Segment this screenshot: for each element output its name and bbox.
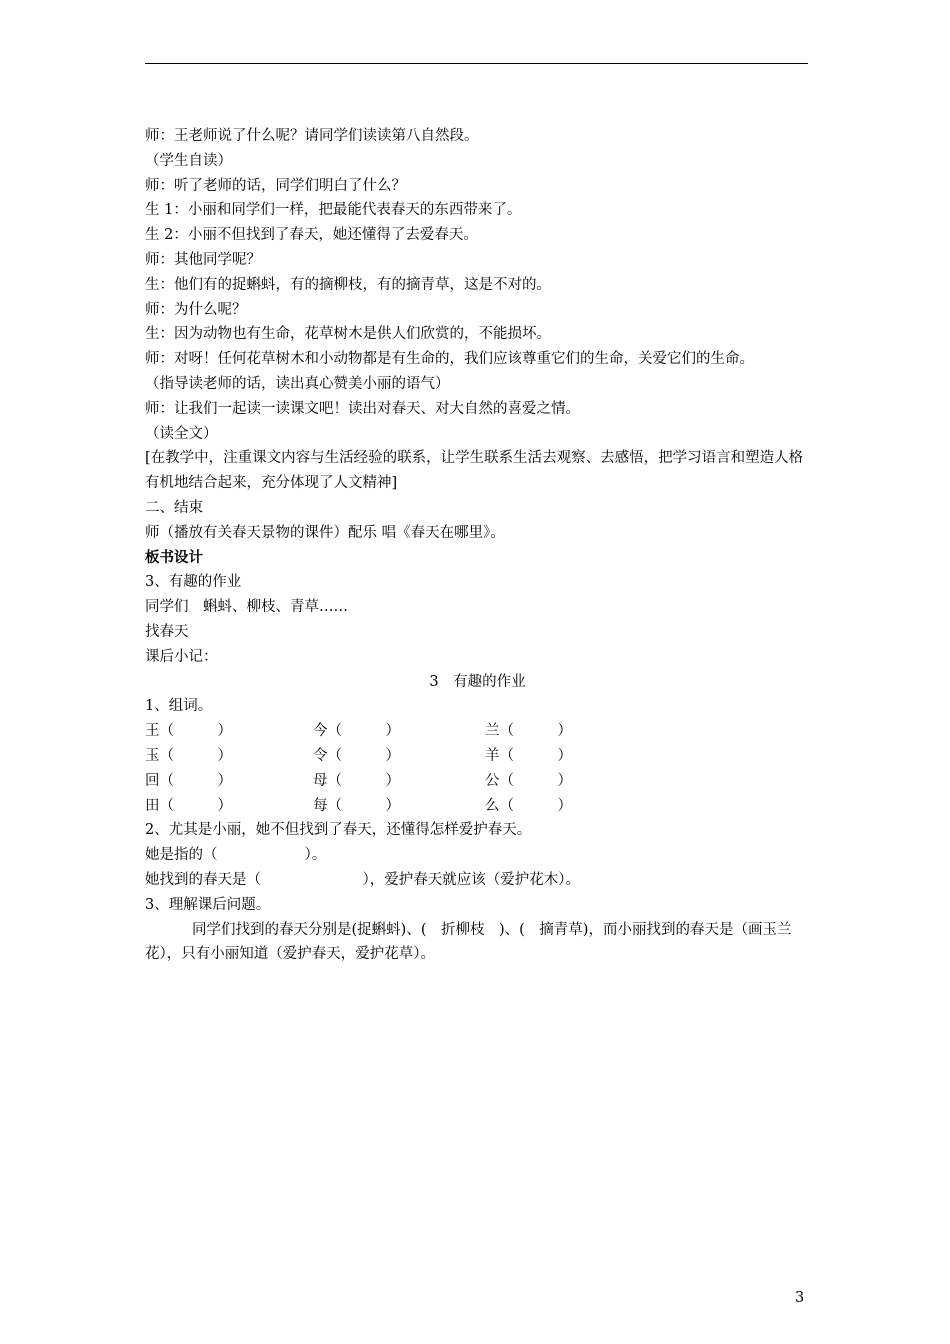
teaching-note: [在教学中，注重课文内容与生活经验的联系，让学生联系生活去观察、去感悟，把学习语言和塑造人格有机地结合起来，充分体现了人文精神] bbox=[145, 450, 804, 492]
page-content bbox=[145, 124, 810, 967]
word-blank: 兰（ ） bbox=[485, 723, 572, 740]
text-line: 师：听了老师的话，同学们明白了什么？ bbox=[145, 177, 406, 194]
board-line: 同学们 蝌蚪、柳枝、青草…… bbox=[145, 599, 348, 616]
text-line: 师：对呀！任何花草树木和小动物都是有生命的，我们应该尊重它们的生命，关爱它们的生命。 bbox=[145, 351, 754, 368]
question-2-line: 她是指的（ ）。 bbox=[145, 847, 327, 864]
text-line: 师（播放有关春天景物的课件）配乐 唱《春天在哪里》。 bbox=[145, 524, 505, 541]
board-line: 3、有趣的作业 bbox=[145, 574, 242, 591]
question-2-line: 2、尤其是小丽，她不但找到了春天，还懂得怎样爱护春天。 bbox=[145, 822, 532, 839]
page-number: 3 bbox=[795, 1290, 805, 1306]
board-design-heading: 板书设计 bbox=[145, 548, 203, 566]
question-2-line: 她找到的春天是（ ），爱护春天就应该（爱护花木）。 bbox=[145, 871, 580, 888]
section-heading: 二、结束 bbox=[145, 499, 203, 516]
word-blank: 田（ ） bbox=[145, 797, 232, 814]
word-blank: 玉（ ） bbox=[145, 747, 232, 764]
word-blank: 今（ ） bbox=[313, 723, 400, 740]
text-line: 生：因为动物也有生命，花草树木是供人们欣赏的，不能损坏。 bbox=[145, 326, 551, 343]
exercise-title: 3 有趣的作业 bbox=[429, 673, 526, 690]
text-line: 师：让我们一起读一读课文吧！读出对春天、对大自然的喜爱之情。 bbox=[145, 400, 580, 417]
word-blank: 母（ ） bbox=[313, 772, 400, 789]
question-3-answer: 同学们找到的春天分别是(捉蝌蚪)、( 折柳枝 )、( 摘青草)，而小丽找到的春天是（画玉兰花），只有小丽知道（爱护春天，爱护花草）。 bbox=[145, 921, 792, 963]
word-blank: 令（ ） bbox=[313, 747, 400, 764]
board-line: 课后小记： bbox=[145, 648, 218, 665]
text-line: 师：王老师说了什么呢？请同学们读读第八自然段。 bbox=[145, 128, 479, 144]
word-grid bbox=[145, 719, 810, 818]
word-blank: 王（ ） bbox=[145, 723, 232, 740]
board-line: 找春天 bbox=[145, 623, 189, 640]
header-rule bbox=[145, 63, 808, 64]
text-line: 生：他们有的捉蝌蚪，有的摘柳枝，有的摘青草，这是不对的。 bbox=[145, 276, 551, 293]
word-blank: 回（ ） bbox=[145, 772, 232, 789]
word-blank: 每（ ） bbox=[313, 797, 400, 814]
text-line: （指导读老师的话，读出真心赞美小丽的语气） bbox=[145, 375, 450, 392]
word-blank: 公（ ） bbox=[485, 772, 572, 789]
text-line: （读全文） bbox=[145, 425, 218, 442]
text-line: 生 1：小丽和同学们一样，把最能代表春天的东西带来了。 bbox=[145, 202, 522, 219]
text-line: 生 2：小丽不但找到了春天，她还懂得了去爱春天。 bbox=[145, 227, 478, 244]
question-1-title: 1、组词。 bbox=[145, 698, 213, 715]
text-line: 师：其他同学呢？ bbox=[145, 251, 261, 268]
word-blank: 么（ ） bbox=[485, 797, 572, 814]
text-line: 师：为什么呢？ bbox=[145, 301, 247, 318]
text-line: （学生自读） bbox=[145, 152, 232, 169]
word-blank: 羊（ ） bbox=[485, 747, 572, 764]
question-3-title: 3、理解课后问题。 bbox=[145, 896, 271, 913]
